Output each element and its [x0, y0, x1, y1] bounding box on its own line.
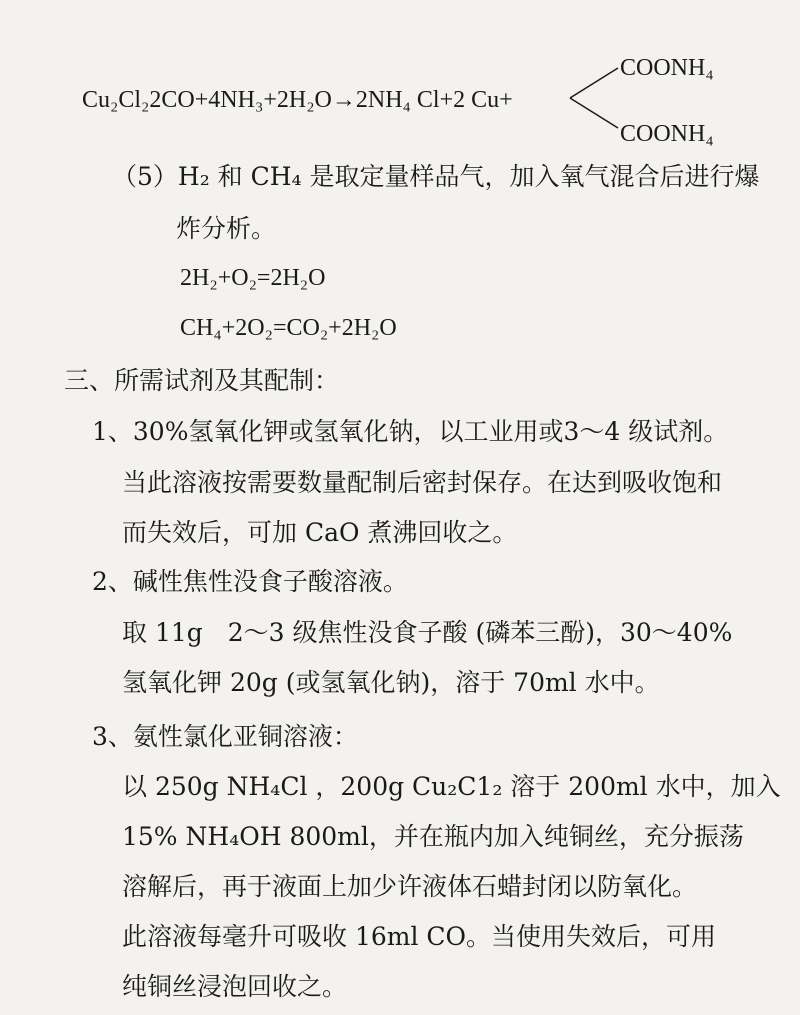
reagent-3-line: 15% NH₄OH 800ml，并在瓶内加入纯铜丝，充分振荡: [122, 822, 744, 851]
equation-h2: 2H₂+O₂=2H₂O: [180, 265, 326, 291]
reagent-3-line: 以 250g NH₄Cl ，200g Cu₂C1₂ 溶于 200ml 水中，加入: [122, 772, 781, 801]
item5-prefix: （5）: [112, 162, 178, 191]
reagent-3-title: 3、氨性氯化亚铜溶液：: [92, 722, 358, 751]
reagent-1-title: 1、30%氢氧化钾或氢氧化钠，以工业用或3～4 级试剂。: [92, 417, 729, 446]
reagent-3-line: 此溶液每毫升可吸收 16ml CO。当使用失效后，可用: [122, 922, 717, 951]
reagent-2-line: 取 11g 2～3 级焦性没食子酸 (磷苯三酚)，30～40%: [122, 618, 733, 647]
reaction-equation: Cu₂Cl₂2CO+4NH₃+2H₂O→2NH₄ Cl+2 Cu+: [82, 87, 513, 113]
branch-product-top: COONH₄: [620, 55, 714, 81]
reagent-2-title: 2、碱性焦性没食子酸溶液。: [92, 567, 408, 596]
equation-ch4: CH₄+2O₂=CO₂+2H₂O: [180, 315, 397, 341]
reagent-2-line: 氢氧化钾 20g (或氢氧化钠)，溶于 70ml 水中。: [122, 668, 660, 697]
item5-line1: [112, 162, 760, 192]
reagent-3-line: 溶解后，再于液面上加少许液体石蜡封闭以防氧化。: [122, 872, 698, 901]
branch-product-bottom: COONH₄: [620, 121, 714, 147]
branch-lines: [566, 58, 626, 138]
item5-line2: 炸分析。: [176, 214, 277, 243]
section3-heading: 三、所需试剂及其配制：: [64, 366, 340, 395]
reagent-1-line: 而失效后，可加 CaO 煮沸回收之。: [122, 518, 518, 547]
reagent-3-line: 纯铜丝浸泡回收之。: [122, 972, 348, 1001]
reagent-1-line: 当此溶液按需要数量配制后密封保存。在达到吸收饱和: [122, 468, 723, 497]
item5-text: H₂ 和 CH₄ 是取定量样品气，加入氧气混合后进行爆: [177, 162, 760, 191]
